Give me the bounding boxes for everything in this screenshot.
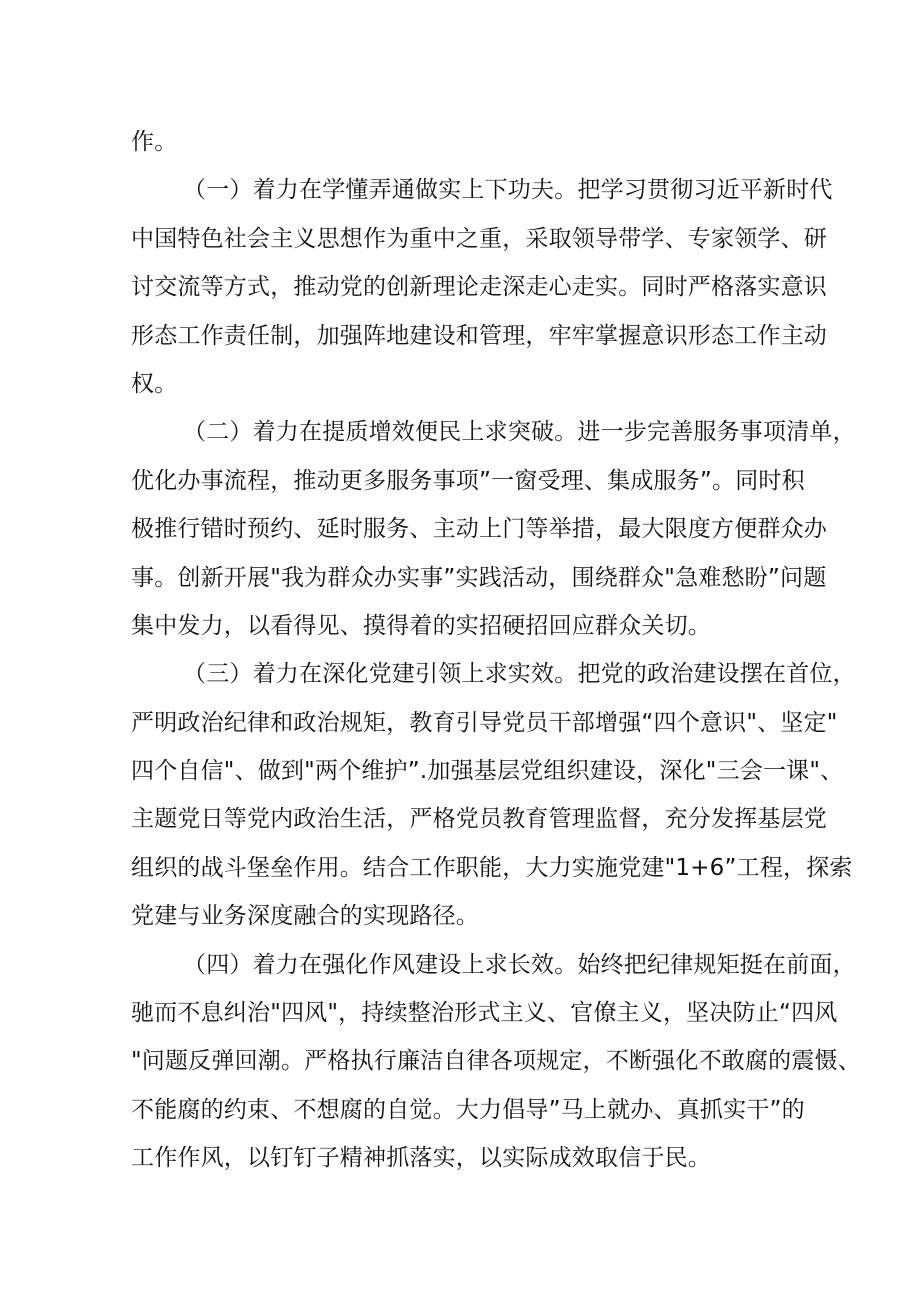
paragraph-3-line-1: （三）着力在深化党建引领上求实效。把党的政治建设摆在首位， [183, 661, 856, 688]
paragraph-2-line-2: 优化办事流程，推动更多服务事项”一窗受理、集成服务”。同时积 [131, 467, 805, 494]
paragraph-2-line-5: 集中发力，以看得见、摸得着的实招硬招回应群众关切。 [131, 612, 711, 639]
paragraph-4-line-1: （四）着力在强化作风建设上求长效。始终把纪律规矩挺在前面， [183, 951, 856, 978]
paragraph-3-line-6: 党建与业务深度融合的实现路径。 [131, 903, 479, 930]
paragraph-1-line-1: （一）着力在学懂弄通做实上下功夫。把学习贯彻习近平新时代 [183, 177, 833, 204]
paragraph-3-line-2: 严明政治纪律和政治规矩，教育引导党员干部增强“四个意识"、坚定" [131, 709, 838, 736]
document-body [131, 118, 861, 1183]
paragraph-2-line-4: 事。创新开展"我为群众办实事”实践活动，围绕群众"急难愁盼”问题 [131, 564, 827, 591]
paragraph-3-line-5: 组织的战斗堡垒作用。结合工作职能，大力实施党建"1+6”工程，探索 [131, 854, 853, 881]
paragraph-tail-line: 作。 [131, 129, 178, 155]
paragraph-1-line-4: 形态工作责任制，加强阵地建设和管理，牢牢掌握意识形态工作主动 [131, 322, 827, 349]
paragraph-1-line-5: 权。 [131, 370, 178, 397]
paragraph-2-line-3: 极推行错时预约、延时服务、主动上门等举措，最大限度方便群众办 [131, 516, 827, 543]
paragraph-4-line-4: 不能腐的约束、不想腐的自觉。大力倡导”马上就办、真抓实干”的 [131, 1096, 805, 1123]
paragraph-1-line-2: 中国特色社会主义思想作为重中之重，采取领导带学、专家领学、研 [131, 225, 827, 252]
paragraph-4-line-3: "问题反弹回潮。严格执行廉洁自律各项规定，不断强化不敢腐的震慑、 [131, 1048, 861, 1075]
paragraph-3-line-3: 四个自信"、做到"两个维护”.加强基层党组织建设，深化"三会一课"、 [131, 758, 844, 785]
paragraph-4-line-2: 驰而不息纠治"四风"，持续整治形式主义、官僚主义，坚决防止“四风 [131, 1000, 838, 1027]
paragraph-4-line-5: 工作作风，以钉钉子精神抓落实，以实际成效取信于民。 [131, 1145, 711, 1172]
paragraph-3-line-4: 主题党日等党内政治生活，严格党员教育管理监督，充分发挥基层党 [131, 806, 827, 833]
paragraph-2-line-1: （二）着力在提质增效便民上求突破。进一步完善服务事项清单， [183, 419, 856, 446]
paragraph-1-line-3: 讨交流等方式，推动党的创新理论走深走心走实。同时严格落实意识 [131, 274, 827, 301]
